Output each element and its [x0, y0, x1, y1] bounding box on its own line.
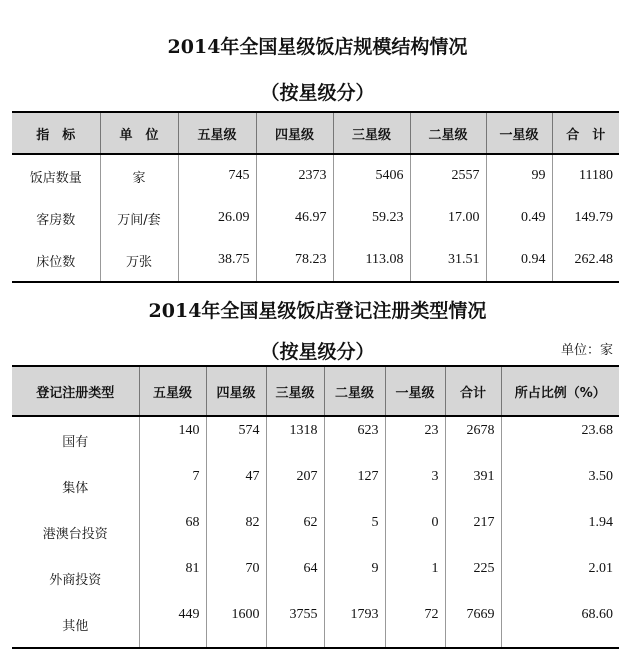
- table2-header: 二星级: [324, 366, 385, 416]
- registration-type-table: [12, 365, 619, 649]
- table-cell: 9: [324, 555, 385, 601]
- table-cell: 1: [385, 555, 445, 601]
- table-cell: 217: [445, 509, 501, 555]
- table-cell: 3: [385, 463, 445, 509]
- table1-header: 三星级: [333, 112, 410, 154]
- table-cell: 149.79: [552, 197, 619, 239]
- table2-header: 五星级: [139, 366, 206, 416]
- table-cell: 7669: [445, 601, 501, 648]
- table1-header: 五星级: [178, 112, 256, 154]
- table-cell: 外商投资: [49, 572, 102, 588]
- table-cell: 5: [324, 509, 385, 555]
- table-row: [12, 239, 619, 282]
- table-cell: 23.68: [501, 416, 619, 463]
- table-cell: 127: [324, 463, 385, 509]
- table-cell: 391: [445, 463, 501, 509]
- table-cell: 140: [139, 416, 206, 463]
- hotel-scale-table: [12, 111, 619, 283]
- table-cell: 1.94: [501, 509, 619, 555]
- table-cell: 26.09: [178, 197, 256, 239]
- table1-header: 一星级: [486, 112, 552, 154]
- table-cell: 113.08: [333, 239, 410, 282]
- table-cell: 38.75: [178, 239, 256, 282]
- table-cell: 2557: [410, 154, 486, 197]
- table-cell: 1600: [206, 601, 266, 648]
- table-cell: 11180: [552, 154, 619, 197]
- table-cell: 万间/套: [100, 197, 178, 239]
- table-row: [12, 416, 619, 463]
- table-cell: 万张: [100, 239, 178, 282]
- table2-header: 一星级: [385, 366, 445, 416]
- table1-header-row: [12, 112, 619, 154]
- table-cell: 床位数: [12, 239, 100, 282]
- table-cell: 82: [206, 509, 266, 555]
- table-cell: 623: [324, 416, 385, 463]
- table-cell: 17.00: [410, 197, 486, 239]
- table-cell: 62: [266, 509, 324, 555]
- table2-header: 合计: [445, 366, 501, 416]
- table2-subtitle: （按星级分）: [260, 341, 375, 363]
- table-row: [12, 154, 619, 197]
- table-cell: 46.97: [256, 197, 333, 239]
- table-cell: 47: [206, 463, 266, 509]
- table2-unit-label: 单位：家: [560, 343, 613, 358]
- table-row: [12, 555, 619, 601]
- table1-header: 四星级: [256, 112, 333, 154]
- table-cell: 99: [486, 154, 552, 197]
- table2-header: 四星级: [206, 366, 266, 416]
- table-cell: 3755: [266, 601, 324, 648]
- table-cell: 70: [206, 555, 266, 601]
- table1-header: 二星级: [410, 112, 486, 154]
- table-row: [12, 463, 619, 509]
- table-cell: 饭店数量: [29, 170, 82, 186]
- table-cell: 207: [266, 463, 324, 509]
- table-cell: 262.48: [552, 239, 619, 282]
- table1-header: 合 计: [552, 112, 619, 154]
- table-cell: 81: [139, 555, 206, 601]
- table1-header: 指 标: [12, 112, 100, 154]
- table2-header: 三星级: [266, 366, 324, 416]
- table-cell: 745: [178, 154, 256, 197]
- table-cell: 31.51: [410, 239, 486, 282]
- table-cell: 1793: [324, 601, 385, 648]
- table2-title: 2014年全国星级饭店登记注册类型情况: [148, 300, 487, 322]
- table-cell: 其他: [12, 601, 139, 648]
- table-cell: 59.23: [333, 197, 410, 239]
- table2-header-row: [12, 366, 619, 416]
- table-cell: 0.49: [486, 197, 552, 239]
- table-cell: 68: [139, 509, 206, 555]
- table2-header: 所占比例（%）: [501, 366, 619, 416]
- table-cell: 0.94: [486, 239, 552, 282]
- table-cell: 港澳台投资: [42, 526, 108, 542]
- table-cell: 449: [139, 601, 206, 648]
- table-cell: 78.23: [256, 239, 333, 282]
- table-cell: 225: [445, 555, 501, 601]
- table-cell: 3.50: [501, 463, 619, 509]
- table-cell: 5406: [333, 154, 410, 197]
- table2-header: 登记注册类型: [12, 366, 139, 416]
- table-cell: 72: [385, 601, 445, 648]
- table1-header: 单 位: [100, 112, 178, 154]
- table-row: [12, 601, 619, 648]
- table1-subtitle: （按星级分）: [260, 82, 375, 104]
- table1-title: 2014年全国星级饭店规模结构情况: [167, 36, 468, 58]
- table-row: [12, 197, 619, 239]
- table-cell: 客房数: [36, 212, 76, 228]
- table-cell: 64: [266, 555, 324, 601]
- table-cell: 集体: [62, 480, 89, 496]
- table-cell: 0: [385, 509, 445, 555]
- table-cell: 7: [139, 463, 206, 509]
- table-cell: 2678: [445, 416, 501, 463]
- table-cell: 家: [100, 154, 178, 197]
- table-cell: 国有: [62, 434, 89, 450]
- table-cell: 2.01: [501, 555, 619, 601]
- table-cell: 574: [206, 416, 266, 463]
- table-cell: 2373: [256, 154, 333, 197]
- table-cell: 68.60: [501, 601, 619, 648]
- table-cell: 1318: [266, 416, 324, 463]
- table-cell: 23: [385, 416, 445, 463]
- table-row: [12, 509, 619, 555]
